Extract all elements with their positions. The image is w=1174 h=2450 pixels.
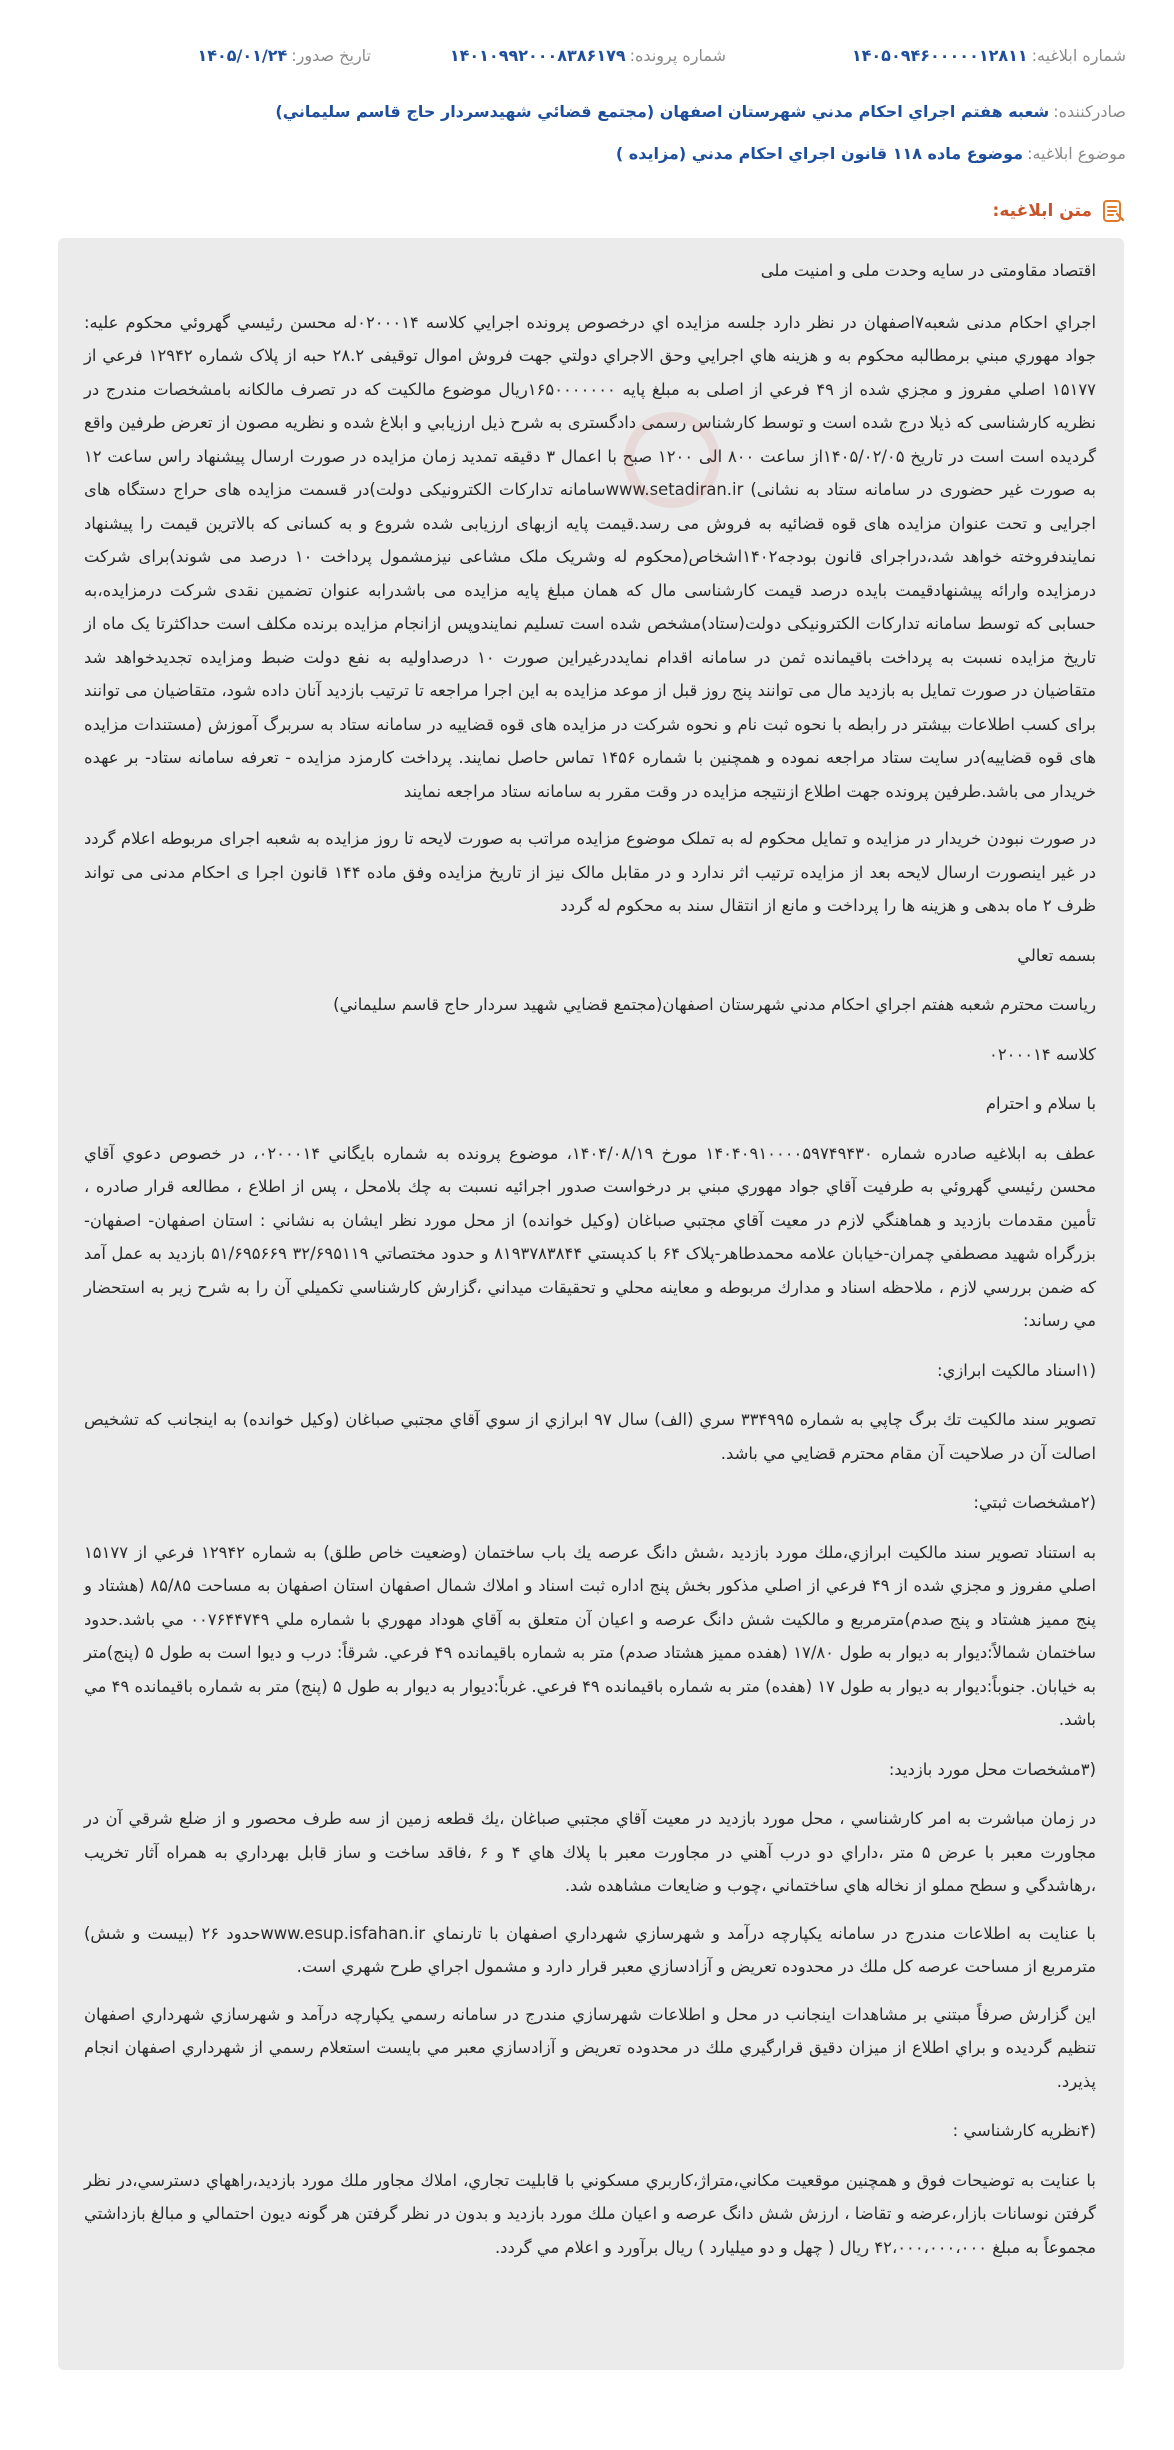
valuation-paragraph: با عنايت به توضيحات فوق و همچنين موقعيت مكاني،متراژ،كاربري مسكوني با قابليت تجاري، املاك مجاور ملك مورد بازديد،راههاي دسترسي،در نظر گرفتن نوسانات بازار،عرضه و تقاضا ، ارزش شش دانگ عرصه و اعيان ملك مورد بازديد و بدون در نظر گرفتن هر گونه ديون احتمالي و مبالغ بازداشتي مجموعاً به مبلغ ۴۲،۰۰۰،۰۰۰،۰۰۰ ريال ( چهل و دو ميليارد ) ريال برآورد و اعلام مي گردد. [84,2170,1096,2257]
site-paragraph: در زمان مباشرت به امر كارشناسي ، محل مورد بازديد در معيت آقاي مجتبي صباغان ،يك قطعه زمين از سه طرف محصور و از ضلع شرقي آن در مجاورت معبر با عرض ۵ متر ،داراي دو درب آهني در مجاورت معبر با پلاك هاي ۴ و ۶ ،فاقد ساخت و ساز قابل بهرداري به همراه آثار تخريب ،رهاشدگي و سطح مملو از نخاله هاي ساختماني ،چوب و ضايعات مشاهده شد. [84,1809,1096,1895]
heading-ownership-docs: (۱اسناد مالكيت ابرازي: [936,1360,1096,1380]
notice-number-value: ۱۴۰۵۰۹۴۶۰۰۰۰۰۱۲۸۱۱ [851,46,1028,65]
notice-body [58,238,1124,2370]
subject-value: موضوع ماده ۱۱۸ قانون اجراي احکام مدني (مزايده ) [615,144,1024,163]
heading-site-specs: (۳مشخصات محل مورد بازديد: [888,1759,1096,1779]
registration-paragraph: به استناد تصوير سند مالكيت ابرازي،ملك مورد بازديد ،شش دانگ عرصه يك باب ساختمان (وضعيت خاص طلق) به شماره ۱۲۹۴۲ فرعي از ۱۵۱۷۷ اصلي مفروز و مجزي شده از ۴۹ فرعي از اصلي مذكور بخش پنج اداره ثبت اسناد و املاك شمال اصفهان استان اصفهان به مساحت ۸۵/۸۵ (هشتاد و پنج مميز هشتاد و پنج صدم)مترمربع و مالكيت شش دانگ عرصه و اعيان آن متعلق به آقاي هوداد مهوري با شماره ملي ۰۰۷۶۴۴۷۴۹ مي باشد.حدود ساختمان شمالاً:ديوار به ديوار به طول ۱۷/۸۰ (هفده مميز هشتاد صدم) متر به شماره باقيمانده ۴۹ فرعي. شرقاً: درب و ديوا است به طول ۵ (پنج)متر به خيابان. جنوباً:ديوار به ديوار به طول ۱۷ (هفده) متر به شماره باقيمانده ۴۹ فرعي. غرباً:ديوار به ديوار به طول ۵ (پنج) متر به شماره باقيمانده ۴۹ مي باشد. [84,1542,1097,1729]
issuer-row [48,100,1126,124]
case-class: کلاسه ۰۲۰۰۰۱۴ [989,1044,1096,1064]
case-number [450,44,726,68]
document-icon [1100,198,1126,224]
heading-registration: (۲مشخصات ثبتي: [973,1493,1096,1512]
notice-number-label: شماره ابلاغيه: [1031,46,1126,65]
case-number-label: شماره پرونده: [629,46,726,65]
disclaimer-paragraph: اين گزارش صرفاً مبتني بر مشاهدات اينجانب در محل و اطلاعات شهرسازي مندرج در سامانه رسمي يكپارچه درآمد و شهرسازي شهرداري اصفهان تنظيم گرديده و براي اطلاع از ميزان دقيق قرارگيري ملك در محدوده تعريض و آزادسازي معبر مي بايست استعلام رسمي از شهرداري اصفهان انجام پذيرد. [84,2004,1096,2091]
report-intro: عطف به ابلاغيه صادره شماره ۱۴۰۴۰۹۱۰۰۰۰۵۹۷۴۹۴۳۰ مورخ ۱۴۰۴/۰۸/۱۹، موضوع پرونده به شماره بايگاني ۰۲۰۰۰۱۴، در خصوص دعوي آقاي محسن رئيسي گهروئي به طرفيت آقاي جواد مهوري مبني بر درخواست صدور اجرائيه نسبت به چك بلامحل ، پس از اطلاع ، مطالعه قرار صادره ، تأمين مقدمات بازديد و هماهنگي لازم در معيت آقاي مجتبي صباغان (وكيل خوانده) از محل مورد نظر ايشان به نشاني : استان اصفهان- اصفهان-بزرگراه شهيد مصطفي چمران-خيابان علامه محمدطاهر-پلاک ۶۴ با کدپستي ۸۱۹۳۷۸۳۸۴۴ و حدود مختصاتي ۳۲/۶۹۵۱۱۹ ۵۱/۶۹۵۶۶۹ بازديد به عمل آمد که ضمن بررسي لازم ، ملاحظه اسناد و مدارك مربوطه و معاينه محلي و تحقيقات ميداني ،گزارش كارشناسي تكميلي آن را به شرح زير به استحضار مي رساند: [84,1143,1096,1330]
auction-paragraph: اجراي احکام مدنی شعبه۷اصفهان در نظر دارد جلسه مزايده اي درخصوص پرونده اجرايي کلاسه ۰۲۰۰۰۱۴له محسن رئيسي گهروئي محکوم عليه: جواد مهوري مبني برمطالبه محکوم به و هزينه هاي اجرايي وحق الاجراي دولتي جهت فروش اموال توقيفی ۲۸.۲ حبه از پلاک شماره ۱۲۹۴۲ فرعي از ۱۵۱۷۷ اصلي مفروز و مجزي شده از ۴۹ فرعي از اصلی به مبلغ پايه ۱۶۵۰۰۰۰۰۰۰ريال موضوع مالکيت که در تصرف مالکانه بامشخصات مندرج در نظريه کارشناسی که ذيلا درج شده است و توسط کارشناس رسمی دادگستری به شرح ذيل ارزيابي و ابلاغ شده و نظريه مصون از تعرض طرفين واقع گرديده است است در تاريخ ۱۴۰۵/۰۲/۰۵از ساعت ۸۰۰ الی ۱۲۰۰ صبح با اعمال ۳ دقيقه تمديد زمان مزايده در صورت ارسال پيشنهاد راس ساعت ۱۲ به صورت غير حضوری در سامانه ستاد به نشانی) www.setadiran.irسامانه تدارکات الکترونيکی دولت)در قسمت مزايده های حراج دستگاه های اجرايی و تحت عنوان مزايده های قوه قضائيه به فروش می رسد.قيمت پايه ازبهای ارزيابی شده شروع و به کسانی که بالاترين قيمت را پيشنهاد نمايندفروخته خواهد شد،دراجرای قانون بودجه۱۴۰۲اشخاص(محکوم له وشريک ملک مشاعی نيزمشمول پرداخت ۱۰ درصد می شوند)برای شرکت درمزايده وارائه پيشنهادقيمت بايده درصد قيمت کارشناسی مال که همان مبلغ پايه مزايده می باشدرابه عنوان تضمين نقدی شرکت درمزايده،به حسابی که توسط سامانه تدارکات الکترونيکی دولت(ستاد)مشخص شده است تسليم نمايندوپس ازانجام مزايده برنده مکلف است حداکثرتا يک ماه از تاريخ مزايده نسبت به پرداخت باقيمانده ثمن در سامانه اقدام نمايددرغيراين صورت ۱۰ درصداوليه به نفع دولت ضبط ومزايده تجديدخواهد شد متقاضيان در صورت تمايل به بازديد مال می توانند پنج روز قبل از موعد مزايده به اين اجرا مراجعه تا ترتيب بازديد آنان داده شود، متقاضيان می توانند برای کسب اطلاعات بيشتر در رابطه با نحوه ثبت نام و نحوه شرکت در مزايده های قوه قضاييه در سامانه ستاد به سربرگ آموزش (مستندات مزايده های قوه قضاييه)در سايت ستاد مراجعه نموده و همچنين با شماره ۱۴۵۶ تماس حاصل نمايند. پرداخت کارمزد مزايده - تعرفه سامانه ستاد- بر عهده خريدار می باشد.طرفين پرونده جهت اطلاع ازنتيجه مزايده در وقت مقرر به سامانه ستاد مراجعه نمايند [84,312,1097,801]
ownership-paragraph: تصوير سند مالكيت تك برگ چاپي به شماره ۳۳۴۹۹۵ سري (الف) سال ۹۷ ابرازي از سوي آقاي مجتبي صباغان (وكيل خوانده) به اينجانب كه تشخيص اصالت آن در صلاحيت آن مقام محترم قضايي مي باشد. [84,1410,1097,1463]
subject-label: موضوع ابلاغيه: [1027,144,1126,163]
addressee: رياست محترم شعبه هفتم اجراي احكام مدني شهرستان اصفهان(مجتمع قضايي شهيد سردار حاج قاسم سليماني) [333,995,1096,1014]
case-number-value: ۱۴۰۱۰۹۹۲۰۰۰۸۳۸۶۱۷۹ [449,46,626,65]
slogan: اقتصاد مقاومتی در سایه وحدت ملی و امنیت ملی [760,261,1096,280]
heading-expert-opinion: (۴نظريه كارشناسي : [952,2121,1096,2140]
notice-text-header [993,198,1126,224]
issue-date [197,44,371,68]
issue-date-value: ۱۴۰۵/۰۱/۲۴ [197,46,288,65]
no-buyer-paragraph: در صورت نبودن خريدار در مزايده و تمايل محکوم له به تملک موضوع مزايده مراتب به صورت لايحه تا روز مزايده به شعبه اجرای مربوطه اعلام گردد در غير اينصورت ارسال لايحه بعد از مزايده ترتيب اثر ندارد و در مقابل مالک نيز از تاريخ مزايده وفق ماده ۱۴۴ قانون اجرا ی احکام مدنی می تواند ظرف ۲ ماه بدهی و هزينه ها را پرداخت و مانع از انتقال سند به محکوم له گردد [84,829,1096,915]
besm-heading: بسمه تعالي [1017,945,1096,965]
subject-row [48,142,1126,166]
section-title: متن ابلاغيه: [992,201,1092,221]
issuer-value: شعبه هفتم اجراي احکام مدني شهرستان اصفهان (مجتمع قضائي شهيدسردار حاج قاسم سليماني) [275,102,1050,121]
notice-number [852,44,1126,68]
urban-info-paragraph: با عنايت به اطلاعات مندرج در سامانه يكپارچه درآمد و شهرسازي شهرداري اصفهان با تارنماي www.esup.isfahan.irحدود ۲۶ (بيست و شش) مترمربع از مساحت عرصه كل ملك در محدوده تعريض و آزادسازي معبر قرار دارد و مشمول اجراي طرح شهري است. [84,1923,1096,1976]
issuer-label: صادرکننده: [1053,102,1126,121]
issue-date-label: تاريخ صدور: [291,46,371,65]
greeting: با سلام و احترام [985,1094,1096,1113]
